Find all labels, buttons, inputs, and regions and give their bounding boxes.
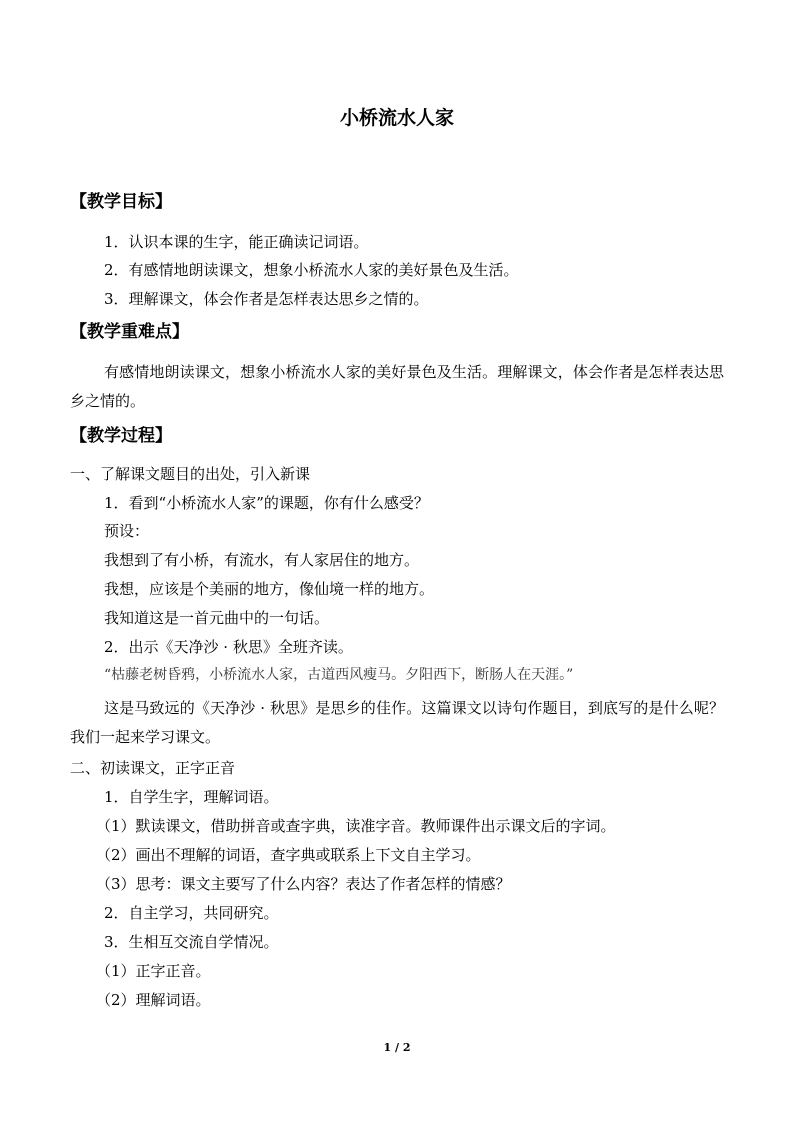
section-heading-process: 【教学过程】	[70, 426, 172, 446]
goal-item: 1．认识本课的生字，能正确读记词语。	[104, 233, 369, 251]
part-title: 一、了解课文题目的出处，引入新课	[70, 465, 311, 483]
goal-item: 3．理解课文，体会作者是怎样表达思乡之情的。	[104, 290, 429, 308]
process-substep: （2）理解词语。	[96, 991, 211, 1009]
document-title: 小桥流水人家	[339, 107, 454, 129]
page-number: 1 / 2	[383, 1041, 411, 1054]
process-step: 2．出示《天净沙 · 秋思》全班齐读。	[104, 638, 353, 656]
process-step: 1．看到“小桥流水人家”的课题，你有什么感受？	[104, 494, 429, 512]
keypoints-paragraph: 有感情地朗读课文，想象小桥流水人家的美好景色及生活。理解课文，体会作者是怎样表达思乡之情的。	[70, 363, 724, 410]
process-line: 预设：	[104, 522, 150, 540]
summary-paragraph: 这是马致远的《天净沙 · 秋思》是思乡的佳作。这篇课文以诗句作题目，到底写的是什么呢？我们一起来学习课文。	[70, 699, 724, 746]
goal-item: 2．有感情地朗读课文，想象小桥流水人家的美好景色及生活。	[104, 261, 519, 279]
process-substep: （3）思考：课文主要写了什么内容？表达了作者怎样的情感？	[96, 875, 511, 893]
process-substep: （1）默读课文，借助拼音或查字典，读准字音。教师课件出示课文后的字词。	[96, 817, 616, 835]
section-heading-goals: 【教学目标】	[70, 192, 172, 212]
process-line: 我知道这是一首元曲中的一句话。	[104, 609, 330, 627]
process-step: 1．自学生字，理解词语。	[104, 788, 279, 806]
process-step: 2．自主学习，共同研究。	[104, 904, 279, 922]
process-step: 3．生相互交流自学情况。	[104, 933, 279, 951]
process-line: 我想到了有小桥，有流水，有人家居住的地方。	[104, 551, 420, 569]
process-substep: （1）正字正音。	[96, 962, 211, 980]
process-line: 我想，应该是个美丽的地方，像仙境一样的地方。	[104, 580, 435, 598]
process-substep: （2）画出不理解的词语，查字典或联系上下文自主学习。	[96, 846, 481, 864]
section-heading-keypoints: 【教学重难点】	[70, 322, 189, 342]
part-title: 二、初读课文，正字正音	[70, 759, 236, 777]
poem-quote: “枯藤老树昏鸦，小桥流水人家，古道西风瘦马。夕阳西下，断肠人在天涯。”	[104, 667, 574, 683]
